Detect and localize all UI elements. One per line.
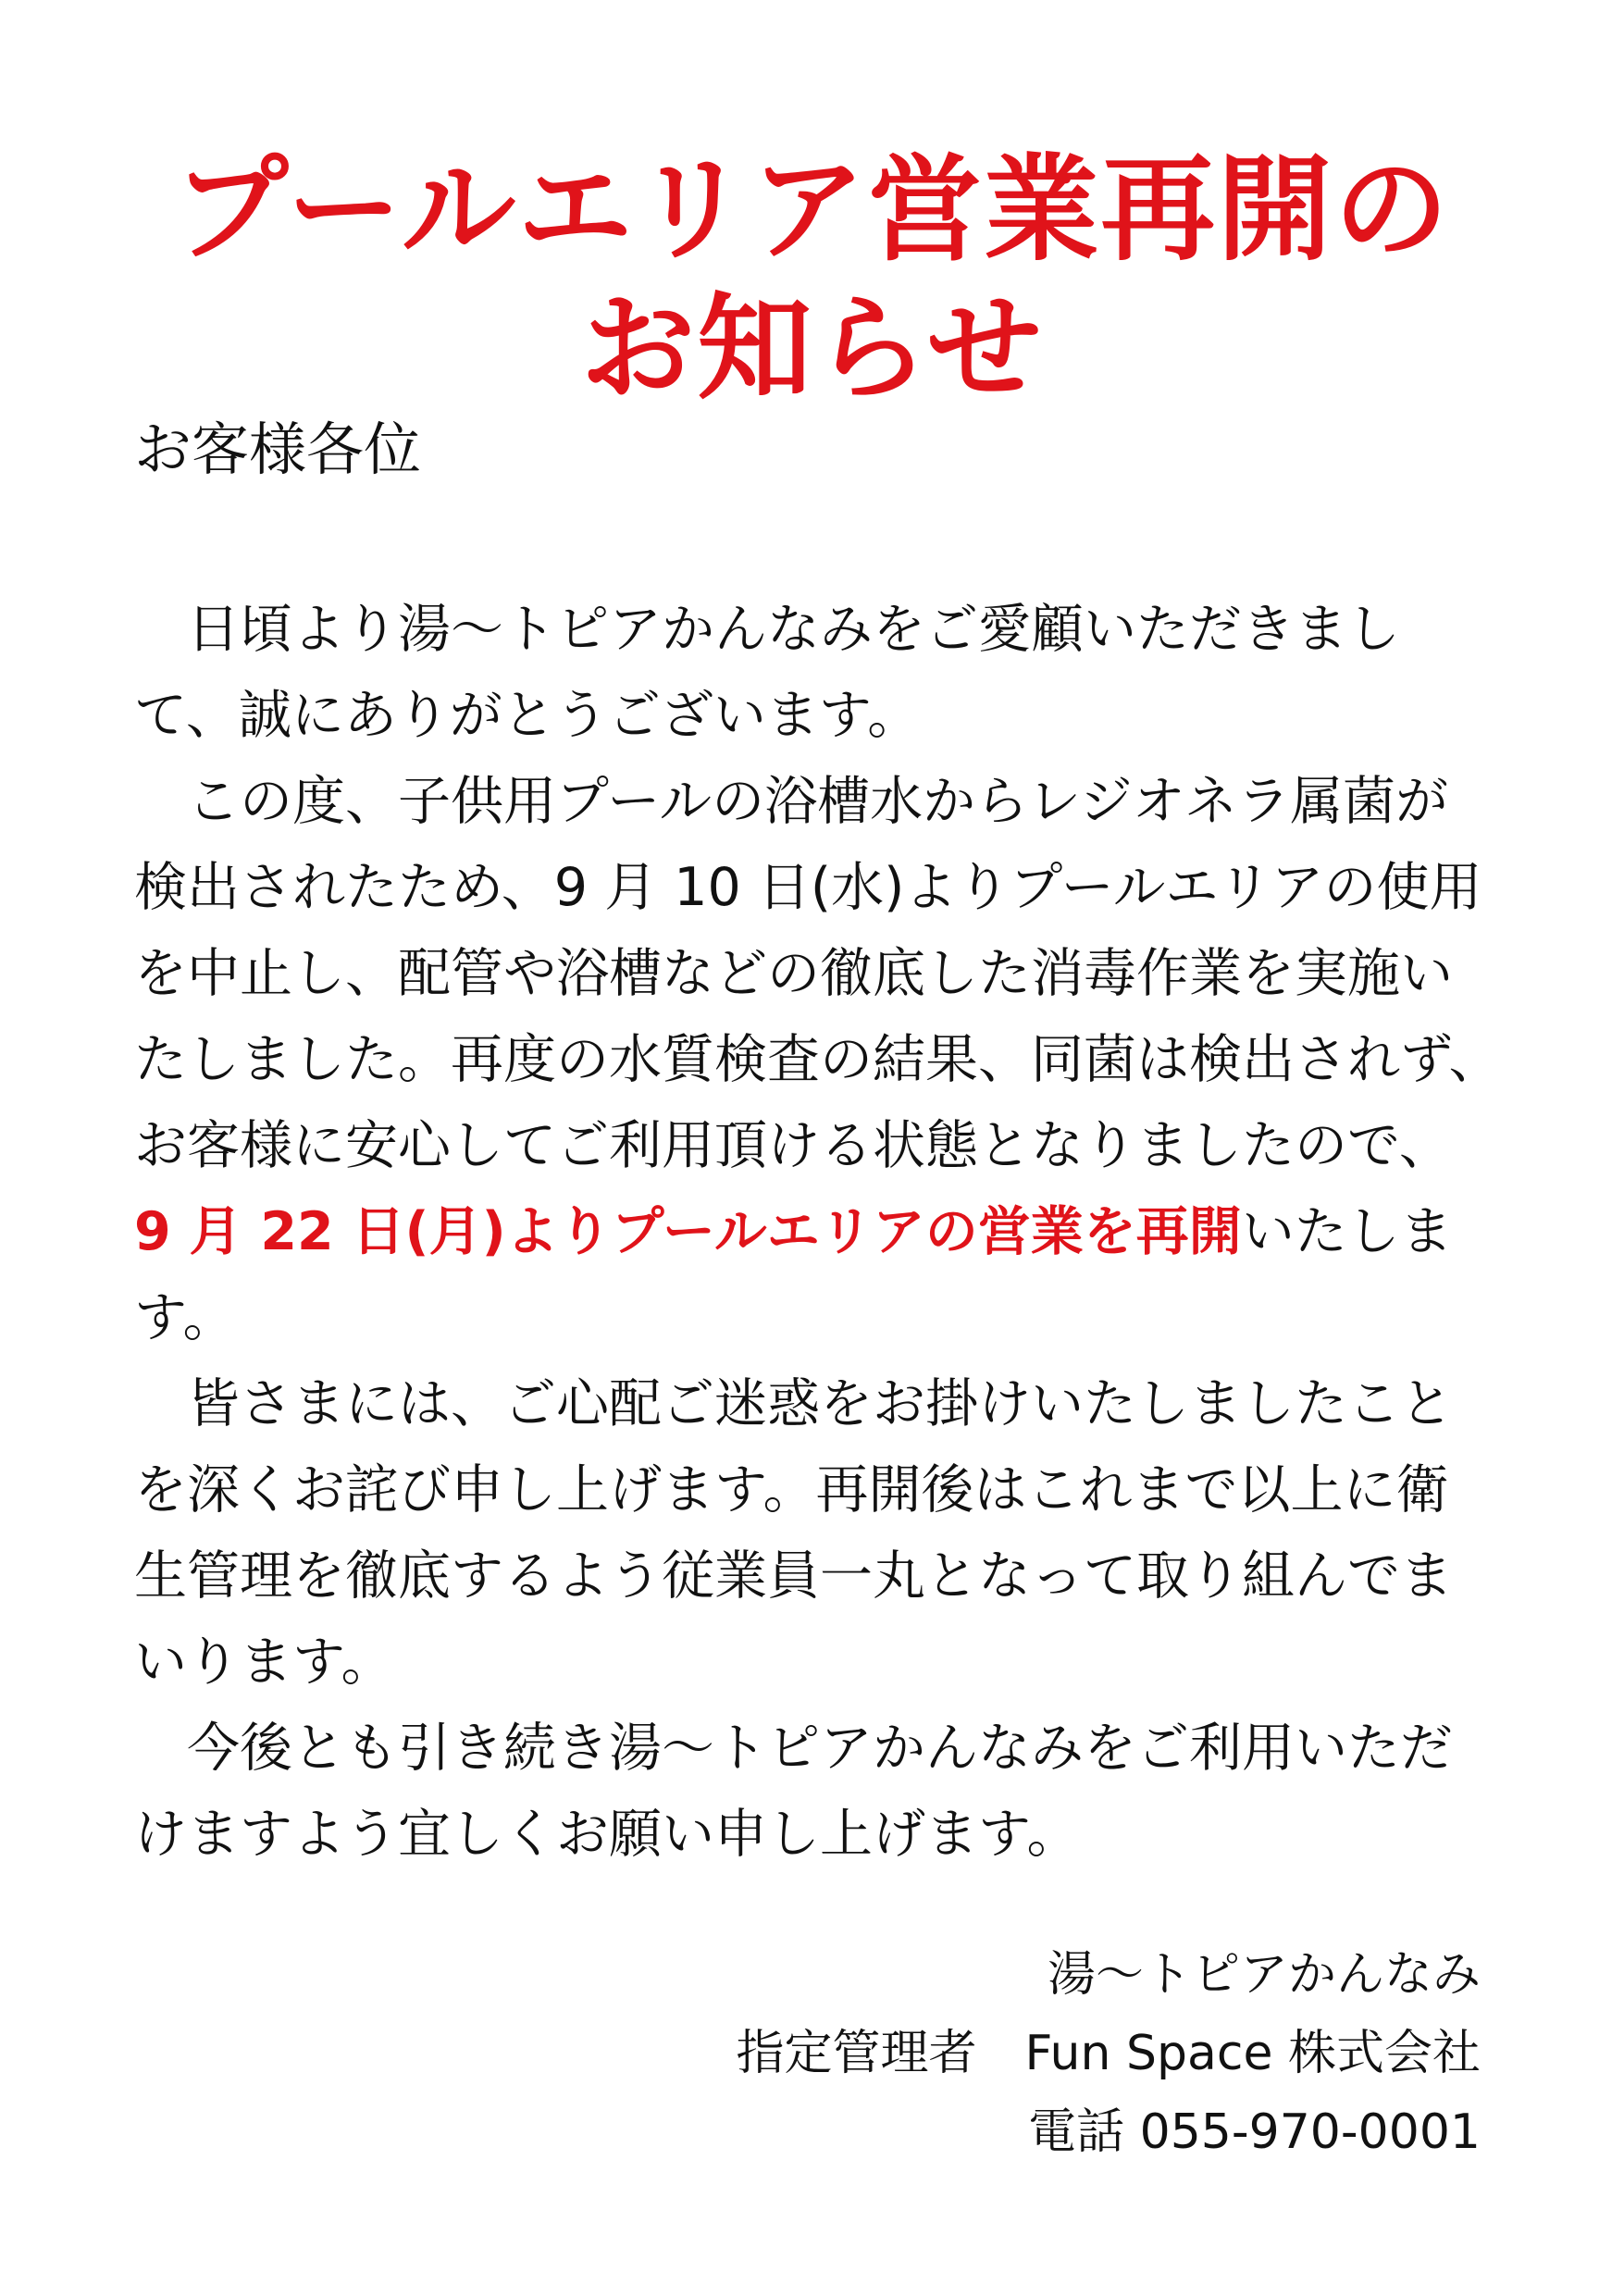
reopening-date-highlight: 9 月 22 日(月)よりプールエリアの営業を再開 — [134, 1201, 1242, 1262]
body-line-15: けますよう宜しくお願い申し上げます。 — [134, 1804, 1080, 1865]
body-line-5: を中止し、配管や浴槽などの徹底した消毒作業を実施い — [134, 943, 1453, 1004]
body-line-1: 日頃より湯～トピアかんなみをご愛顧いただきまし — [134, 599, 1400, 660]
signature-facility: 湯～トピアかんなみ — [1047, 1947, 1481, 2003]
body-line-2: て、誠にありがとうございます。 — [134, 685, 921, 746]
body-line-9: す。 — [134, 1287, 236, 1348]
body-line-13: いります。 — [134, 1632, 394, 1693]
body-line-12: 生管理を徹底するよう従業員一丸となって取り組んでま — [134, 1545, 1453, 1607]
title-line-2: お知らせ — [580, 282, 1044, 416]
body-line-3: この度、子供用プールの浴槽水からレジオネラ属菌が — [134, 771, 1449, 832]
body-line-8-rest: いたしま — [1241, 1201, 1453, 1262]
body-line-10: 皆さまには、ご心配ご迷惑をお掛けいたしましたこと — [134, 1373, 1453, 1434]
signature-manager: 指定管理者 Fun Space 株式会社 — [736, 2026, 1481, 2081]
body-line-14: 今後とも引き続き湯～トピアかんなみをご利用いただ — [134, 1718, 1453, 1779]
salutation: お客様各位 — [134, 416, 422, 483]
body-line-6: たしました。再度の水質検査の結果、同菌は検出されず、 — [134, 1029, 1502, 1090]
body-line-11: を深くお詫び申し上げます。再開後はこれまで以上に衛 — [134, 1459, 1449, 1520]
body-line-7: お客様に安心してご利用頂ける状態となりましたので、 — [134, 1115, 1452, 1176]
body-line-4: 検出されたため、9 月 10 日(水)よりプールエリアの使用 — [134, 857, 1482, 918]
title-line-1: プールエリア営業再開の — [173, 143, 1451, 277]
body-line-8 — [134, 1201, 1453, 1262]
signature-phone: 電話 055-970-0001 — [1028, 2104, 1481, 2160]
